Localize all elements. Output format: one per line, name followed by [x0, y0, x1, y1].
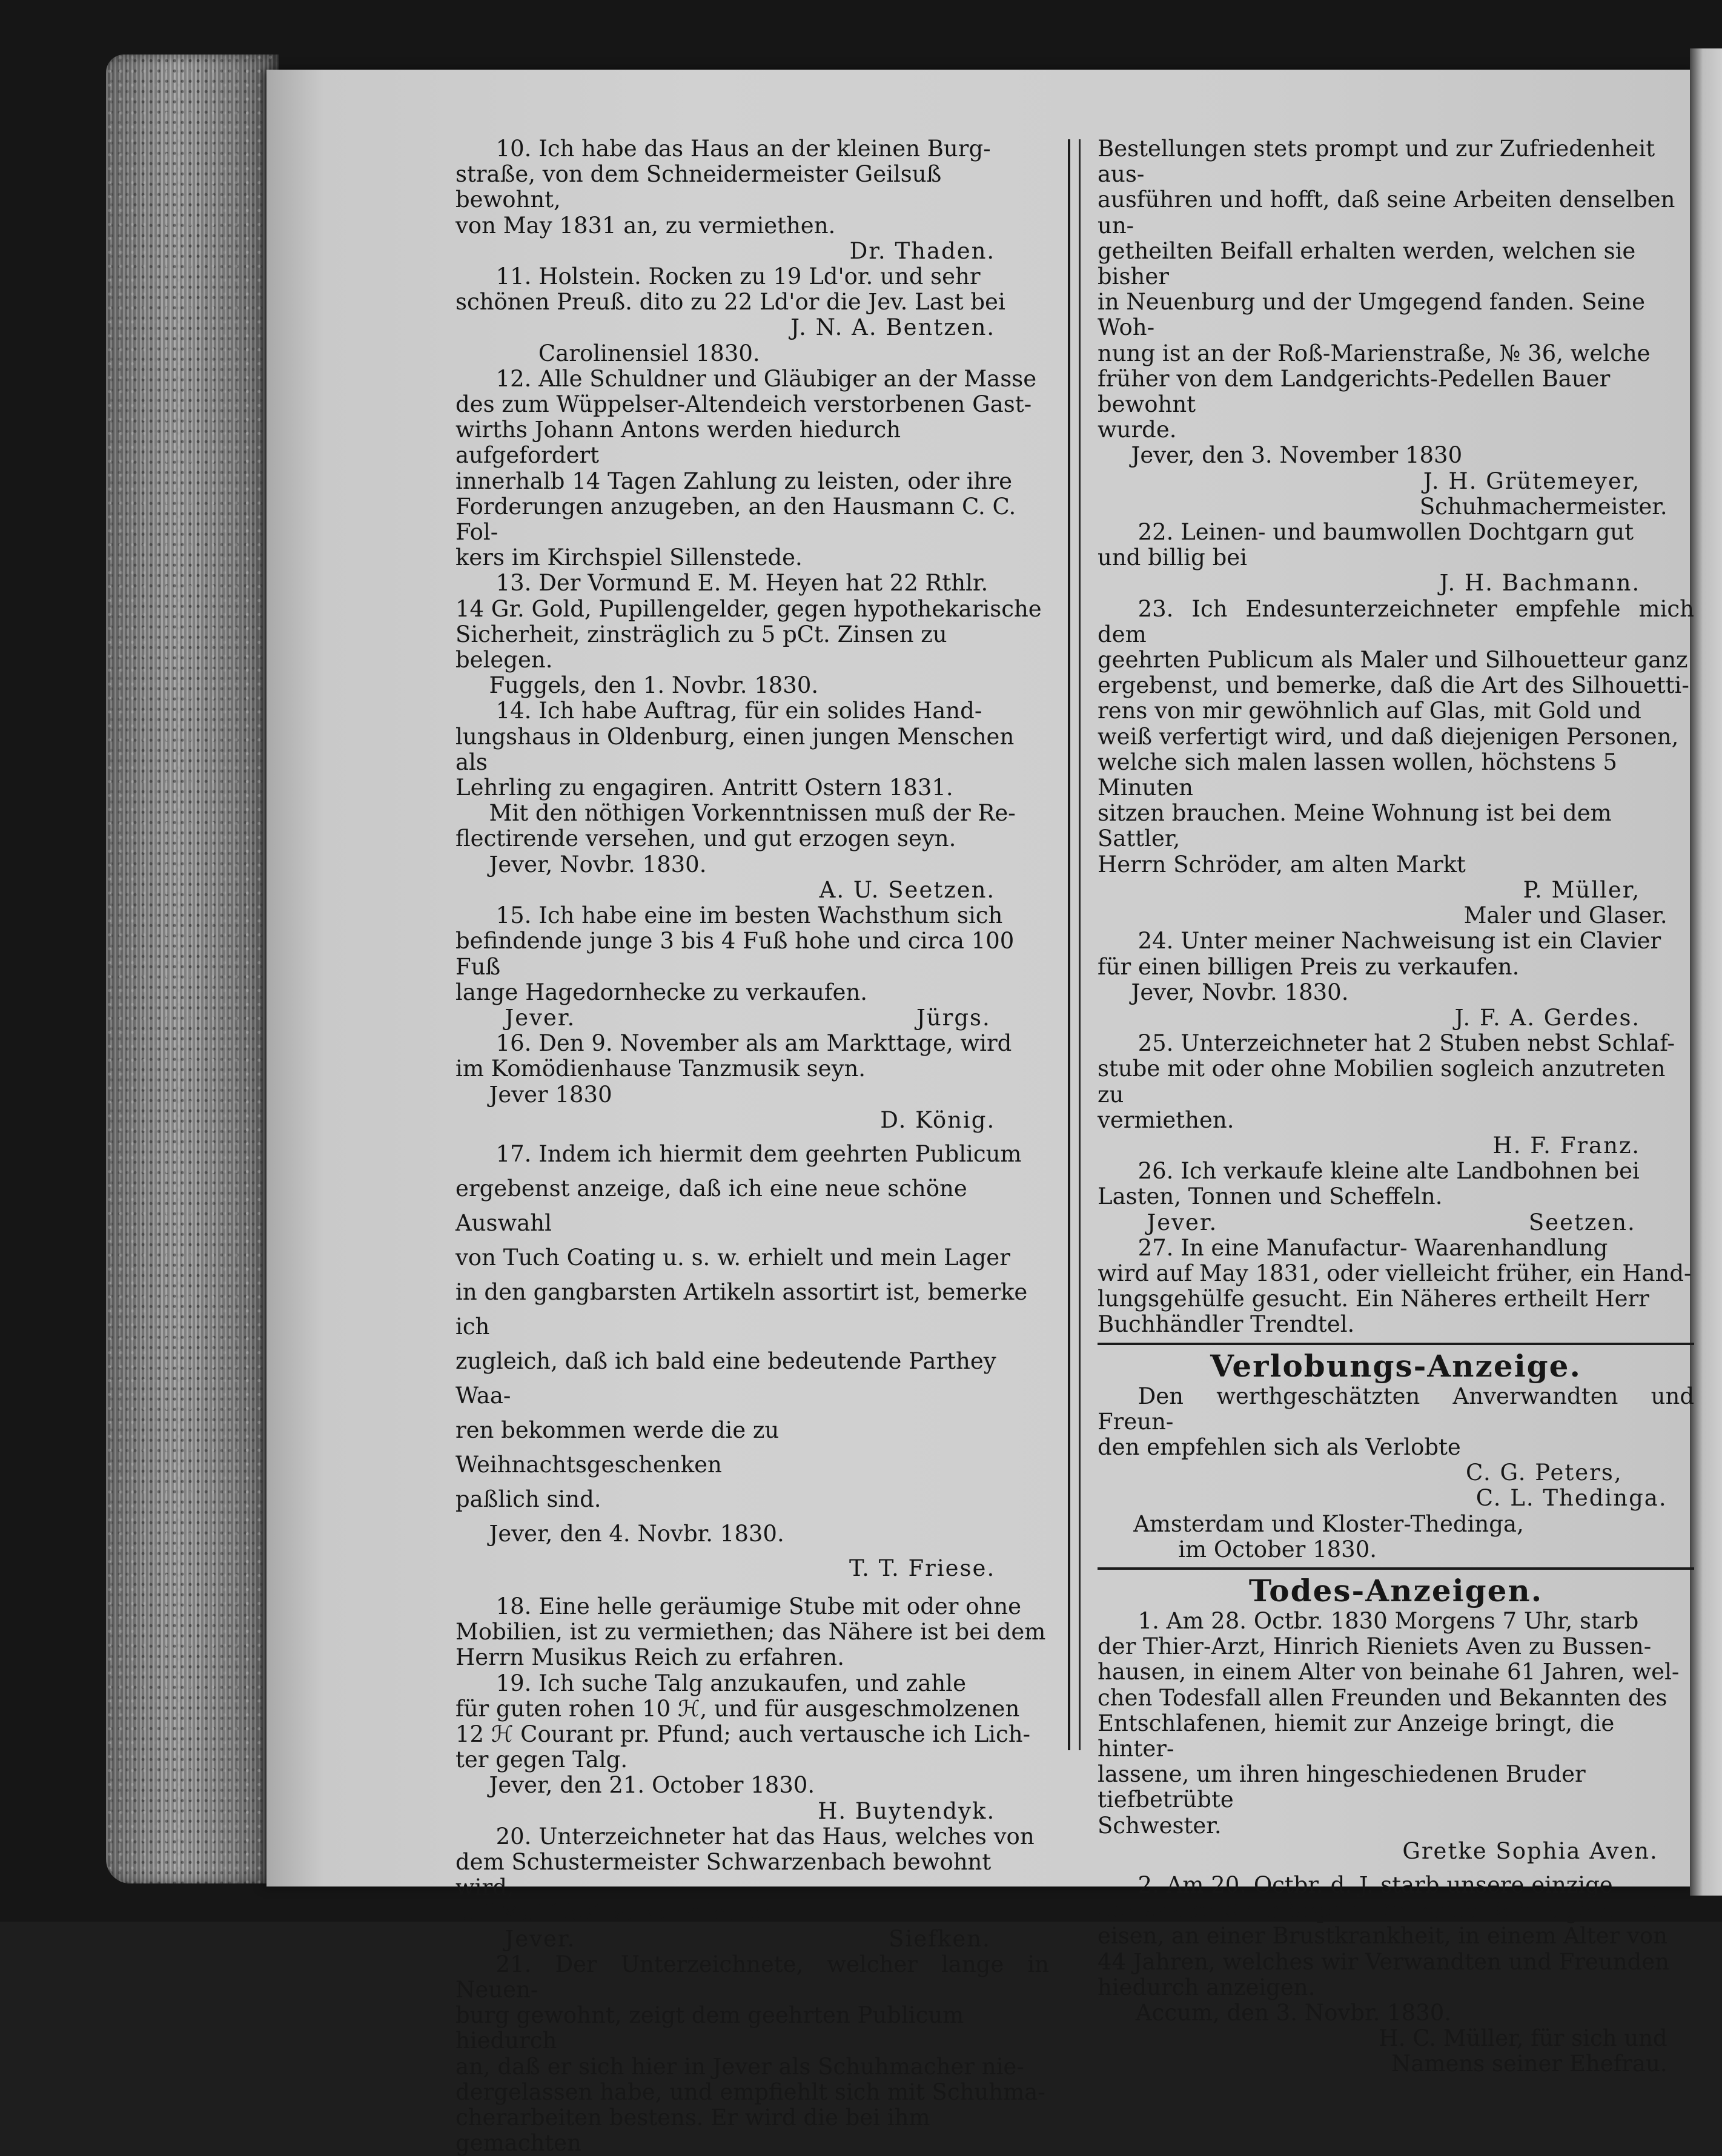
ad-line: Lehrling zu engagiren. Antritt Ostern 1831.: [455, 775, 953, 801]
advertisement-23: [1098, 597, 1694, 929]
ad-line: paßlich sind.: [455, 1486, 601, 1512]
ad-line: 20. Unterzeichneter hat das Haus, welches von: [495, 1823, 1035, 1850]
ad-signature: Siefken.: [889, 1925, 991, 1952]
ad-line: 17. Indem ich hiermit dem geehrten Publicum: [495, 1140, 1022, 1167]
ad-line: vermiethen.: [1098, 1106, 1234, 1133]
advertisement-17: [455, 1137, 1049, 1586]
advertisement-11: [455, 264, 1049, 366]
ad-line: auf Mai 1831 zu vermiethen.: [455, 1900, 784, 1926]
engagement-date: im October 1830.: [1178, 1536, 1377, 1562]
ad-signature-row: [455, 1005, 1049, 1031]
ad-line: ergebenst, und bemerke, daß die Art des Silhouetti-: [1098, 672, 1689, 699]
ad-line: Forderungen anzugeben, an den Hausmann C. C. Fol-: [455, 493, 1016, 546]
death-line: 2. Am 20. Octbr. d. J. starb unsere einzige: [1138, 1872, 1613, 1898]
left-column: [455, 136, 1049, 2156]
facing-page-edge: [1690, 48, 1722, 1896]
ad-signature: J. N. A. Bentzen.: [790, 314, 996, 341]
ad-line: 23. Ich Endesunterzeichneter empfehle mich dem: [1098, 595, 1694, 647]
ad-line: stube mit oder ohne Mobilien sogleich anzutreten zu: [1098, 1056, 1666, 1108]
advertisement-27: [1098, 1235, 1694, 1338]
ad-line: kers im Kirchspiel Sillenstede.: [455, 544, 803, 571]
section-rule: [1098, 1343, 1694, 1345]
ad-line: Herrn Schröder, am alten Markt: [1098, 851, 1466, 878]
ad-date: Jever 1830: [489, 1081, 612, 1108]
death-line: 44 Jahren, welches wir Verwandten und Freunden: [1098, 1948, 1669, 1975]
ad-line: dem Schustermeister Schwarzenbach bewohnt wird,: [455, 1848, 992, 1901]
ad-line: lungshaus in Oldenburg, einen jungen Menschen als: [455, 723, 1015, 775]
ad-line: 10. Ich habe das Haus an der kleinen Burg-: [495, 136, 991, 162]
ad-place: Jever.: [505, 1925, 576, 1952]
ad-line: 24. Unter meiner Nachweisung ist ein Clavier: [1138, 928, 1661, 954]
death-line: eisen, an einer Brustkrankheit, in einem Alter von: [1098, 1923, 1667, 1949]
ad-line: sitzen brauchen. Meine Wohnung ist bei dem Sattler,: [1098, 800, 1612, 852]
death-notices: [1098, 1573, 1694, 2077]
ad-signature: A. U. Seetzen.: [819, 876, 996, 903]
ad-signature: D. König.: [880, 1106, 996, 1133]
death-line: Schwester.: [1098, 1812, 1222, 1839]
ad-signature: H. Buytendyk.: [818, 1797, 996, 1824]
death-line: der Thier-Arzt, Hinrich Rieniets Aven zu Bussen-: [1098, 1633, 1652, 1660]
advertisement-10: [455, 136, 1049, 264]
book-page-edges: [106, 55, 279, 1883]
ad-line: burg gewohnt, zeigt dem geehrten Publicum hiedurch: [455, 2002, 964, 2054]
spacer: [1098, 1864, 1694, 1873]
advertisement-24: [1098, 928, 1694, 1031]
ad-line: 26. Ich verkaufe kleine alte Landbohnen bei: [1138, 1158, 1640, 1185]
ad-line: 25. Unterzeichneter hat 2 Stuben nebst Schlaf-: [1138, 1030, 1675, 1057]
ad-line: früher von dem Landgerichts-Pedellen Bauer bewohnt: [1098, 365, 1611, 418]
ad-line: 13. Der Vormund E. M. Heyen hat 22 Rthlr.: [495, 570, 988, 597]
ad-line: in Neuenburg und der Umgegend fanden. Seine Woh-: [1098, 289, 1646, 341]
death-line: chen Todesfall allen Freunden und Bekannten des: [1098, 1684, 1667, 1711]
death-line: lassene, um ihren hingeschiedenen Bruder tiefbetrübte: [1098, 1761, 1586, 1813]
ad-line: 27. In eine Manufactur- Waarenhandlung: [1138, 1234, 1608, 1261]
ad-signature-row: [1098, 1210, 1694, 1235]
ad-date: Jever, den 3. November 1830: [1131, 442, 1463, 469]
ad-line: 14. Ich habe Auftrag, für ein solides Hand-: [495, 698, 982, 724]
ad-line: 21. Der Unterzeichnete, welcher lange in Neuen-: [455, 1951, 1049, 2003]
ad-line: 16. Den 9. November als am Markttage, wird: [495, 1030, 1012, 1057]
ad-signature-title: Maler und Glaser.: [1463, 902, 1667, 929]
ad-line: straße, von dem Schneidermeister Geilsuß bewohnt,: [455, 161, 942, 213]
engagement-announcement: [1098, 1349, 1694, 1562]
ad-signature-title: Schuhmachermeister.: [1419, 493, 1667, 520]
ad-line: Mit den nöthigen Vorkenntnissen muß der Re-: [489, 800, 1016, 827]
ad-signature: J. H. Grütemeyer,: [1423, 468, 1641, 494]
death-date: Accum, den 3. Novbr. 1830.: [1135, 2000, 1452, 2026]
ad-line: Sicherheit, zinsträglich zu 5 pCt. Zinsen zu belegen.: [455, 621, 947, 673]
section-rule: [1098, 1567, 1694, 1570]
ad-signature: T. T. Friese.: [849, 1555, 996, 1581]
ad-place: Jever.: [505, 1004, 576, 1031]
advertisement-19: [455, 1671, 1049, 1824]
ad-line: rens von mir gewöhnlich auf Glas, mit Gold und: [1098, 698, 1641, 724]
ad-signature: H. F. Franz.: [1492, 1132, 1641, 1159]
advertisement-16: [455, 1031, 1049, 1133]
ad-line: für einen billigen Preis zu verkaufen.: [1098, 953, 1520, 980]
ad-signature: J. F. A. Gerdes.: [1454, 1004, 1641, 1031]
ad-line: 11. Holstein. Rocken zu 19 Ld'or. und sehr: [495, 263, 981, 290]
ad-date: Jever, Novbr. 1830.: [1131, 979, 1349, 1005]
advertisement-21-continued: [1098, 136, 1694, 520]
ad-line: getheilten Beifall erhalten werden, welchen sie bisher: [1098, 237, 1636, 290]
death-signature-sub: Namens seiner Ehefrau.: [1391, 2051, 1667, 2077]
spacer: [455, 1586, 1049, 1594]
ad-line: Mobilien, ist zu vermiethen; das Nähere ist bei dem: [455, 1619, 1046, 1645]
death-line: hausen, in einem Alter von beinahe 61 Jahren, wel-: [1098, 1659, 1680, 1685]
ad-line: für guten rohen 10 ℋ, und für ausgeschmolzenen: [455, 1695, 1020, 1722]
ad-signature: J. H. Bachmann.: [1439, 570, 1641, 597]
advertisement-12: [455, 366, 1049, 571]
ad-line: in den gangbarsten Artikeln assortirt ist, bemerke ich: [455, 1278, 1028, 1340]
advertisement-18: [455, 1594, 1049, 1671]
ad-line: des zum Wüppelser-Altendeich verstorbenen Gast-: [455, 391, 1032, 418]
ad-line: weiß verfertigt wird, und daß diejenigen Personen,: [1098, 723, 1679, 750]
ad-line: 12. Alle Schuldner und Gläubiger an der Masse: [495, 365, 1037, 392]
ad-line: cherarbeiten bestens. Er wird die bei ihm gemachten: [455, 2104, 930, 2156]
ad-line: Bestellungen stets prompt und zur Zufriedenheit aus-: [1098, 136, 1655, 188]
ad-signature: P. Müller,: [1523, 876, 1641, 903]
ad-line: 15. Ich habe eine im besten Wachsthum sich: [495, 902, 1003, 929]
ad-line: dergelassen habe, und empfiehlt sich mit Schuhma-: [455, 2078, 1045, 2105]
ad-line: im Komödienhause Tanzmusik seyn.: [455, 1056, 866, 1082]
ad-line: wirths Johann Antons werden hiedurch aufgefordert: [455, 417, 901, 469]
ad-line: lange Hagedornhecke zu verkaufen.: [455, 979, 868, 1005]
ad-line: nung ist an der Roß-Marienstraße, № 36, welche: [1098, 340, 1651, 366]
death-line: 1. Am 28. Octbr. 1830 Morgens 7 Uhr, starb: [1138, 1607, 1639, 1634]
ad-date: Jever, Novbr. 1830.: [489, 851, 707, 878]
advertisement-15: [455, 903, 1049, 1031]
column-divider: [1068, 139, 1081, 1750]
deaths-heading: Todes-Anzeigen.: [1248, 1572, 1543, 1609]
ad-line: an, daß er sich hier in Jever als Schuhmacher nie-: [455, 2053, 1024, 2080]
ad-line: innerhalb 14 Tagen Zahlung zu leisten, oder ihre: [455, 468, 1012, 494]
ad-line: Buchhändler Trendtel.: [1098, 1311, 1355, 1338]
advertisement-26: [1098, 1159, 1694, 1235]
advertisement-21: [455, 1952, 1049, 2156]
death-line: Entschlafenen, hiemit zur Anzeige bringt, die hinter-: [1098, 1710, 1615, 1762]
right-column: [1098, 136, 1694, 2077]
engagement-name: C. L. Thedinga.: [1475, 1485, 1667, 1512]
ad-place: Jever.: [1147, 1209, 1218, 1235]
ad-line: befindende junge 3 bis 4 Fuß hohe und circa 100 Fuß: [455, 928, 1015, 980]
engagement-place: Amsterdam und Kloster-Thedinga,: [1133, 1510, 1524, 1537]
death-line: hiedurch anzeigen.: [1098, 1974, 1316, 2000]
death-signature: Gretke Sophia Aven.: [1402, 1837, 1658, 1864]
ad-line: ter gegen Talg.: [455, 1747, 628, 1773]
ad-signature-row: [455, 1926, 1049, 1952]
ad-date: Carolinensiel 1830.: [538, 340, 760, 366]
advertisement-22: [1098, 520, 1694, 597]
ad-line: 22. Leinen- und baumwollen Dochtgarn gut: [1138, 519, 1634, 546]
ad-signature: Dr. Thaden.: [849, 237, 996, 264]
engagement-line: Den werthgeschätzten Anverwandten und Freun-: [1098, 1383, 1694, 1435]
engagement-name: C. G. Peters,: [1466, 1460, 1623, 1486]
advertisement-13: [455, 570, 1049, 698]
ad-line: schönen Preuß. dito zu 22 Ld'or die Jev. Last bei: [455, 289, 1005, 316]
advertisement-14: [455, 698, 1049, 903]
ad-line: und billig bei: [1098, 544, 1247, 571]
ad-line: flectirende versehen, und gut erzogen seyn.: [455, 825, 956, 852]
engagement-heading: Verlobungs-Anzeige.: [1210, 1348, 1581, 1384]
ad-line: wird auf May 1831, oder vielleicht früher, ein Hand-: [1098, 1260, 1692, 1286]
ad-line: geehrten Publicum als Maler und Silhouetteur ganz: [1098, 647, 1688, 673]
ad-line: ergebenst anzeige, daß ich eine neue schöne Auswahl: [455, 1175, 967, 1236]
ad-date: Fuggels, den 1. Novbr. 1830.: [489, 672, 819, 699]
engagement-line: den empfehlen sich als Verlobte: [1098, 1433, 1461, 1460]
advertisement-20: [455, 1824, 1049, 1952]
ad-line: ren bekommen werde die zu Weihnachtsgeschenken: [455, 1417, 780, 1478]
ad-line: 18. Eine helle geräumige Stube mit oder ohne: [495, 1593, 1022, 1619]
ad-line: von Tuch Coating u. s. w. erhielt und mein Lager: [455, 1244, 1010, 1271]
ad-line: wurde.: [1098, 417, 1177, 443]
ad-line: 14 Gr. Gold, Pupillengelder, gegen hypothekarische: [455, 595, 1042, 622]
ad-signature: Seetzen.: [1528, 1209, 1636, 1235]
death-line: Schwester Solia Sophia Dorothea Rohlfs geb. Fin-: [1098, 1897, 1666, 1924]
ad-date: Jever, den 4. Novbr. 1830.: [489, 1520, 784, 1547]
ad-signature: Jürgs.: [916, 1004, 991, 1031]
ad-line: Lasten, Tonnen und Scheffeln.: [1098, 1183, 1443, 1210]
ad-line: ausführen und hofft, daß seine Arbeiten denselben un-: [1098, 187, 1675, 239]
ad-line: Herrn Musikus Reich zu erfahren.: [455, 1644, 844, 1671]
ad-line: 12 ℋ Courant pr. Pfund; auch vertausche ich Lich-: [455, 1721, 1031, 1747]
ad-line: von May 1831 an, zu vermiethen.: [455, 212, 836, 239]
ad-line: zugleich, daß ich bald eine bedeutende Parthey Waa-: [455, 1348, 996, 1409]
death-signature: H. C. Müller, für sich und: [1379, 2025, 1667, 2052]
ad-line: welche sich malen lassen wollen, höchstens 5 Minuten: [1098, 749, 1617, 801]
ad-line: lungsgehülfe gesucht. Ein Näheres ertheilt Herr: [1098, 1286, 1649, 1312]
ad-line: 19. Ich suche Talg anzukaufen, und zahle: [495, 1670, 966, 1696]
advertisement-25: [1098, 1031, 1694, 1159]
ad-date: Jever, den 21. October 1830.: [489, 1772, 815, 1799]
